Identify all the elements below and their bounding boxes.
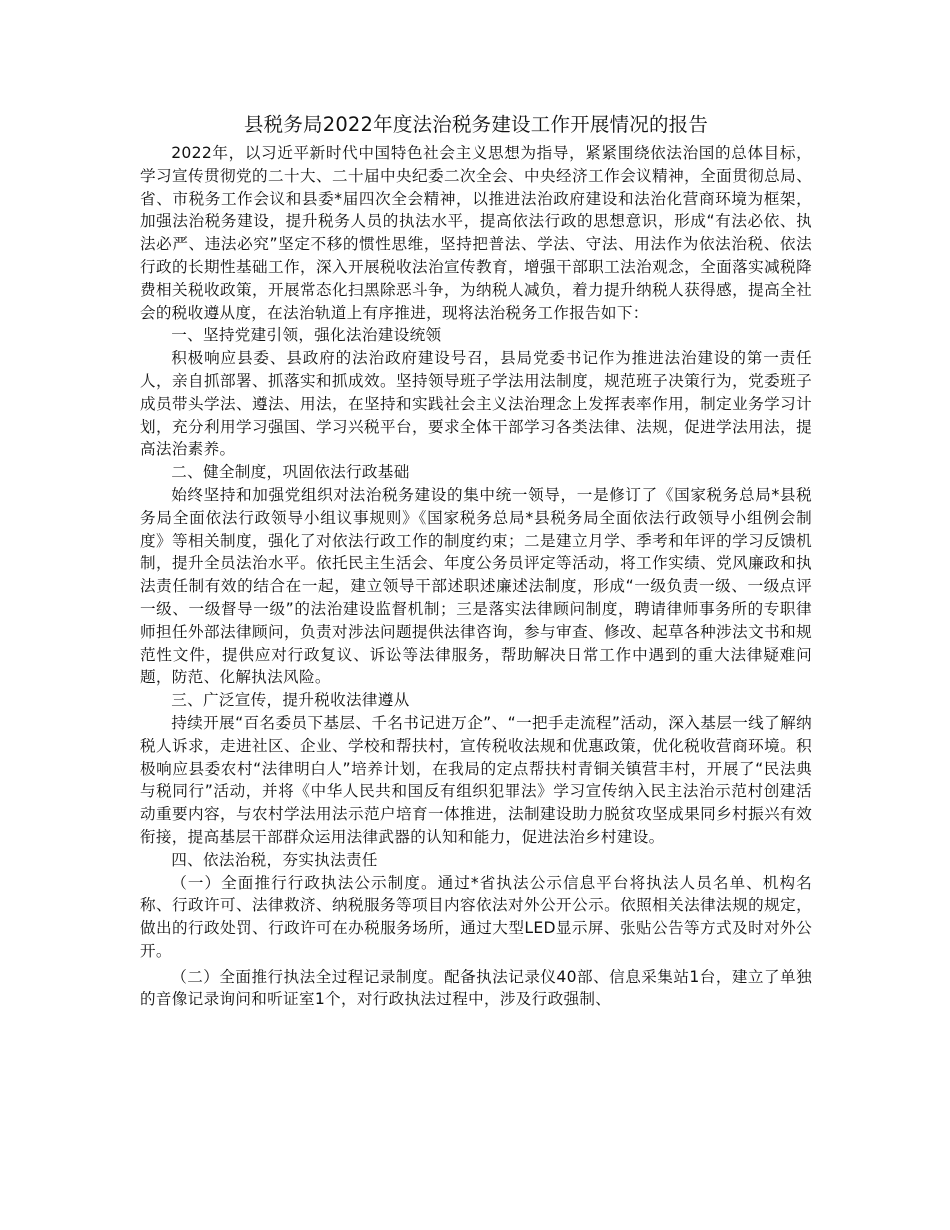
section-heading-1: 一、坚持党建引领，强化法治建设统领 — [171, 326, 442, 345]
section-body-2: 始终坚持和加强党组织对法治税务建设的集中统一领导，一是修订了《国家税务总局*县税务局全面依法行政领导小组议事规则》《国家税务总局*县税务局全面依法行政领导小组例会制度》等相关制度，强化了对依法行政工作的制度约束；二是建立月学、季考和年评的学习反馈机制，提升全员法治水平。依托民主生活会、年度公务员评定等活动，将工作实绩、党风廉政和执法责任制有效的结合在一起，建立领导干部述职述廉述法制度，形成“一级负责一级、一级点评一级、一级督导一级”的法治建设监督机制；三是落实法律顾问制度，聘请律师事务所的专职律师担任外部法律顾问，负责对涉法问题提供法律咨询，参与审查、修改、起草各种涉法文书和规范性文件，提供应对行政复议、诉讼等法律服务，帮助解决日常工作中遇到的重大法律疑难问题，防范、化解执法风险。 — [140, 485, 812, 687]
section-heading-4: 四、依法治税，夯实执法责任 — [171, 850, 378, 869]
document-page — [140, 112, 812, 1011]
document-title: 县税务局2022年度法治税务建设工作开展情况的报告 — [243, 113, 709, 136]
item-1-paragraph: （一）全面推行行政执法公示制度。通过*省执法公示信息平台将执法人员名单、机构名称、行政许可、法律救济、纳税服务等项目内容依法对外公开公示。依照相关法律法规的规定，做出的行政处罚、行政许可在办税服务场所，通过大型LED显示屏、张贴公告等方式及时对外公开。 — [140, 873, 812, 960]
section-body-3: 持续开展“百名委员下基层、千名书记进万企”、“一把手走流程”活动，深入基层一线了解纳税人诉求，走进社区、企业、学校和帮扶村，宣传税收法规和优惠政策，优化税收营商环境。积极响应县委农村“法律明白人”培养计划，在我局的定点帮扶村青铜关镇营丰村，开展了“民法典与税同行”活动，并将《中华人民共和国反有组织犯罪法》学习宣传纳入民主法治示范村创建活动重要内容，与农村学法用法示范户培育一体推进，法制建设助力脱贫攻坚成果同乡村振兴有效衔接，提高基层干部群众运用法律武器的认知和能力，促进法治乡村建设。 — [140, 713, 812, 846]
intro-paragraph: 2022年，以习近平新时代中国特色社会主义思想为指导，紧紧围绕依法治国的总体目标，学习宣传贯彻党的二十大、二十届中央纪委二次全会、中央经济工作会议精神，全面贯彻总局、省、市税务工作会议和县委*届四次全会精神，以推进法治政府建设和法治化营商环境为框架，加强法治税务建设，提升税务人员的执法水平，提高依法行政的思想意识，形成“有法必依、执法必严、违法必究”坚定不移的惯性思维，坚持把普法、学法、守法、用法作为依法治税、依法行政的长期性基础工作，深入开展税收法治宣传教育，增强干部职工法治观念，全面落实减税降费相关税收政策，开展常态化扫黑除恶斗争，为纳税人减负，着力提升纳税人获得感，提高全社会的税收遵从度，在法治轨道上有序推进，现将法治税务工作报告如下： — [140, 144, 812, 322]
section-body-1: 积极响应县委、县政府的法治政府建设号召，县局党委书记作为推进法治建设的第一责任人，亲自抓部署、抓落实和抓成效。坚持领导班子学法用法制度，规范班子决策行为，党委班子成员带头学法、遵法、用法，在坚持和实践社会主义法治理念上发挥表率作用，制定业务学习计划，充分利用学习强国、学习兴税平台，要求全体干部学习各类法律、法规，促进学法用法，提高法治素养。 — [140, 349, 812, 459]
item-2-paragraph: （二）全面推行执法全过程记录制度。配备执法记录仪40部、信息采集站1台，建立了单独的音像记录询问和听证室1个，对行政执法过程中，涉及行政强制、 — [140, 967, 812, 1009]
section-heading-2: 二、健全制度，巩固依法行政基础 — [171, 463, 410, 482]
section-heading-3: 三、广泛宣传，提升税收法律遵从 — [171, 691, 410, 710]
